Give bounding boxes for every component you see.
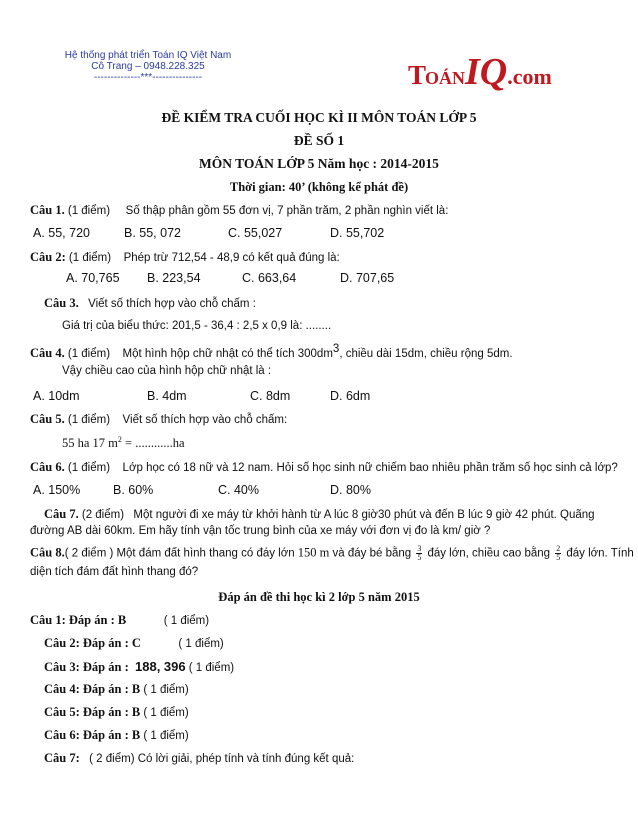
exam-number: ĐỀ SỐ 1 (293, 133, 345, 148)
q2-option-a: A. 70,765 (66, 271, 120, 285)
q4-option-b: B. 4dm (147, 389, 187, 403)
q1-option-c: C. 55,027 (228, 226, 283, 240)
fraction-two-fifths: $\frac{2}{5}$ (556, 544, 561, 562)
q4-option-a: A. 10dm (33, 389, 80, 403)
q4-question: Vậy chiều cao của hình hộp chữ nhật là : (62, 365, 272, 377)
question-6: Câu 6. (1 điểm) Lớp học có 18 nữ và 12 nam. Hỏi số học sinh nữ chiếm bao nhiêu phần trăm số học sinh cả lớp? (30, 460, 618, 474)
q1-option-b: B. 55, 072 (124, 226, 181, 240)
answer-7: Câu 7: ( 2 điểm) Có lời giải, phép tính và tính đúng kết quả: (44, 751, 355, 765)
question-3: Câu 3. Viết số thích hợp vào chỗ chấm : (44, 296, 256, 310)
answer-4: Câu 4: Đáp án : B ( 1 điểm) (44, 682, 189, 696)
q4-option-d: D. 6dm (330, 389, 371, 403)
toaniq-logo: TOÁNIQ.com (408, 51, 552, 93)
question-5: Câu 5. (1 điểm) Viết số thích hợp vào chỗ chấm: (30, 412, 288, 426)
question-1: Câu 1. (1 điểm) Số thập phân gồm 55 đơn vị, 7 phần trăm, 2 phần nghìn viết là: (30, 203, 449, 217)
q2-option-d: D. 707,65 (340, 271, 395, 285)
q5-conversion: 55 ha 17 $m^2 = ............ha$ (62, 435, 185, 451)
question-4: Câu 4. (1 điểm) Một hình hộp chữ nhật có thể tích $300dm^3$, chiều dài 15dm, chiều rộng 5dm. (30, 343, 513, 361)
answers-title: Đáp án đề thi học kì 2 lớp 5 năm 2015 (218, 590, 420, 604)
q3-expression: Giá trị của biểu thức: 201,5 - 36,4 : 2,5 x 0,9 là: ........ (62, 320, 332, 332)
q4-option-c: C. 8dm (250, 389, 291, 403)
answer-5: Câu 5: Đáp án : B ( 1 điểm) (44, 705, 189, 719)
answer-1: Câu 1: Đáp án : B ( 1 điểm) (30, 613, 210, 627)
publisher-header (58, 50, 238, 83)
question-8: Câu 8.( 2 điểm ) Một đám đất hình thang có đáy lớn 150 m và đáy bé bằng $\frac{3}{5}$ đáy lớn, chiều cao bằng $\frac{2}{5}$ đáy lớn. Tính (30, 544, 634, 562)
subject-year: MÔN TOÁN LỚP 5 Năm học : 2014-2015 (199, 156, 439, 171)
q2-option-c: C. 663,64 (242, 271, 297, 285)
q6-option-b: B. 60% (113, 483, 154, 497)
question-2: Câu 2: (1 điểm) Phép trừ 712,54 - 48,9 có kết quả đúng là: (30, 250, 340, 264)
fraction-three-fifths: $\frac{3}{5}$ (417, 544, 422, 562)
exam-duration: Thời gian: 40’ (không kể phát đề) (229, 180, 409, 194)
header-divider: --------------***--------------- (93, 72, 203, 83)
question-7: Câu 7. (2 điểm) Một người đi xe máy từ khởi hành từ A lúc 8 giờ30 phút và đến B lúc 9 giờ 42 phút. Quãng (44, 507, 595, 521)
answer-6: Câu 6: Đáp án : B ( 1 điểm) (44, 728, 189, 742)
q6-option-d: D. 80% (330, 483, 371, 497)
q6-option-a: A. 150% (33, 483, 81, 497)
q8-text-cont: diện tích đám đất hình thang đó? (30, 566, 199, 578)
exam-title: ĐỀ KIỂM TRA CUỐI HỌC KÌ II MÔN TOÁN LỚP 5 (161, 110, 477, 125)
answer-2: Câu 2: Đáp án : C ( 1 điểm) (44, 636, 224, 650)
q6-option-c: C. 40% (218, 483, 259, 497)
q1-option-d: D. 55,702 (330, 226, 385, 240)
q2-option-b: B. 223,54 (147, 271, 201, 285)
answer-3: Câu 3: Đáp án : 188, 396 ( 1 điểm) (44, 659, 235, 674)
publisher-name: Hệ thống phát triển Toán IQ Việt Nam (64, 50, 232, 61)
q7-text-cont: đường AB dài 60km. Em hãy tính vận tốc trung bình của xe máy với đơn vị đo là km/ giờ ? (30, 525, 491, 537)
publisher-contact: Cô Trang – 0948.228.325 (91, 61, 205, 72)
q1-option-a: A. 55, 720 (33, 226, 90, 240)
